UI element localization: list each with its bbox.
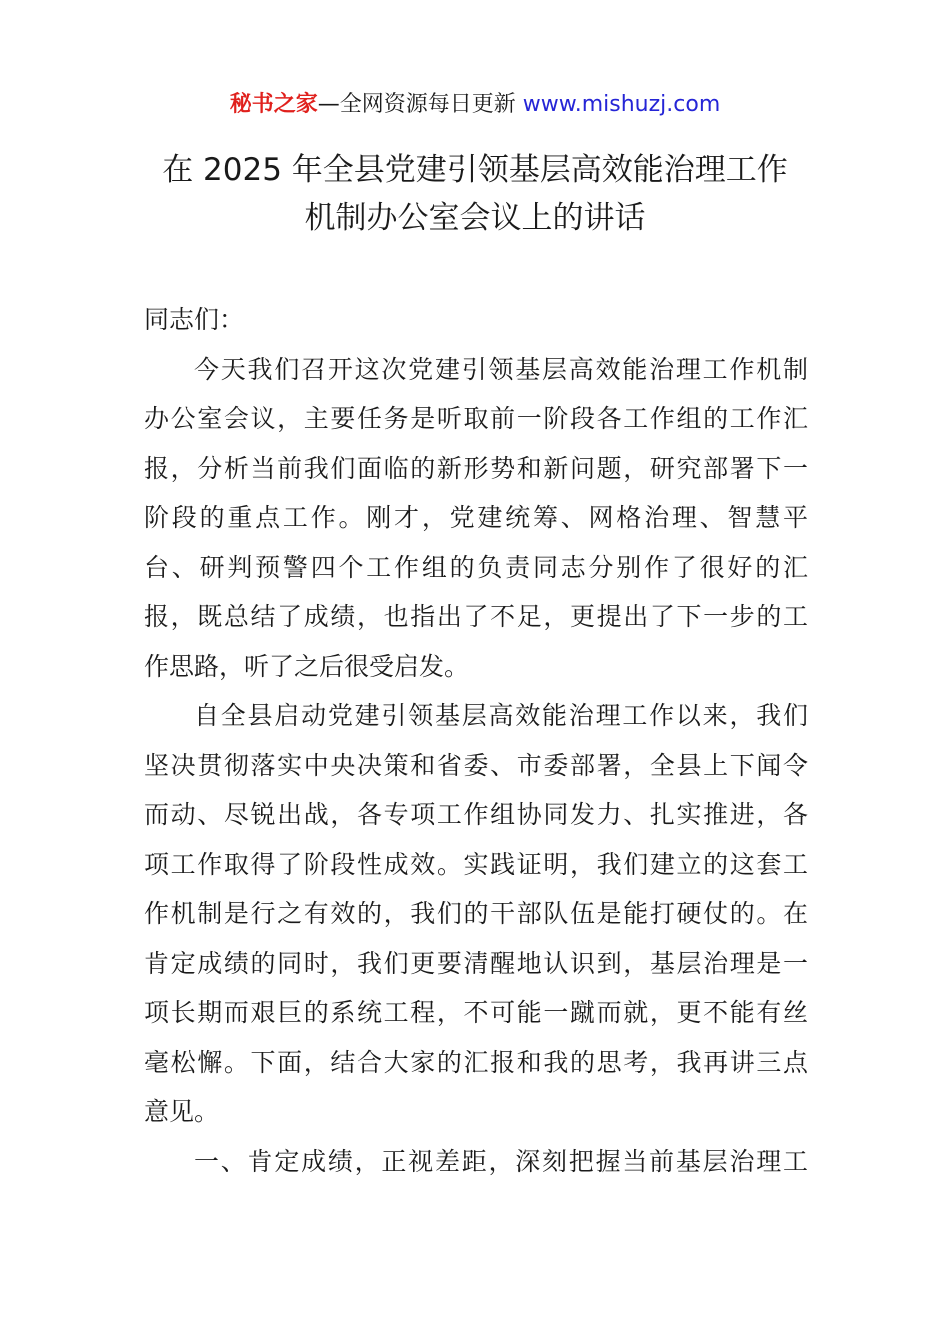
salutation: 同志们： <box>144 305 245 334</box>
paragraph-line: 项长期而艰巨的系统工程，不可能一蹴而就，更不能有丝 <box>144 998 808 1027</box>
paragraph-line: 今天我们召开这次党建引领基层高效能治理工作机制 <box>194 354 808 384</box>
site-tagline: —全网资源每日更新 <box>317 92 523 117</box>
paragraph-line: 台、研判预警四个工作组的负责同志分别作了很好的汇 <box>144 552 808 582</box>
paragraph-line: 报，既总结了成绩，也指出了不足，更提出了下一步的工 <box>144 602 808 631</box>
paragraph-line: 毫松懈。下面，结合大家的汇报和我的思考，我再讲三点 <box>144 1047 808 1077</box>
paragraph-line: 作思路，听了之后很受启发。 <box>144 651 470 681</box>
paragraph-1 <box>144 345 808 692</box>
section-heading-1: 一、肯定成绩，正视差距，深刻把握当前基层治理工 <box>194 1146 808 1176</box>
title-line-2: 机制办公室会议上的讲话 <box>304 200 646 236</box>
brand-name: 秘书之家 <box>229 92 318 117</box>
paragraph-line: 意见。 <box>144 1097 220 1126</box>
site-url-link[interactable]: www.mishuzj.com <box>522 92 721 117</box>
paragraph-line: 项工作取得了阶段性成效。实践证明，我们建立的这套工 <box>144 849 808 879</box>
paragraph-line: 坚决贯彻落实中央决策和省委、市委部署，全县上下闻令 <box>144 750 808 780</box>
paragraph-line: 作机制是行之有效的，我们的干部队伍是能打硬仗的。在 <box>144 899 808 928</box>
paragraph-line: 办公室会议，主要任务是听取前一阶段各工作组的工作汇 <box>144 404 808 433</box>
paragraph-line: 阶段的重点工作。刚才，党建统筹、网格治理、智慧平 <box>144 503 808 532</box>
document-body <box>144 295 808 1186</box>
paragraph-line: 报，分析当前我们面临的新形势和新问题，研究部署下一 <box>144 453 808 483</box>
document-title <box>100 146 850 242</box>
title-line-1: 在 2025 年全县党建引领基层高效能治理工作 <box>162 152 788 188</box>
paragraph-line: 而动、尽锐出战，各专项工作组协同发力、扎实推进，各 <box>144 800 808 829</box>
paragraph-line: 自全县启动党建引领基层高效能治理工作以来，我们 <box>194 701 808 730</box>
paragraph-line: 肯定成绩的同时，我们更要清醒地认识到，基层治理是一 <box>144 948 808 978</box>
site-header <box>0 88 950 122</box>
paragraph-2 <box>144 691 808 1137</box>
